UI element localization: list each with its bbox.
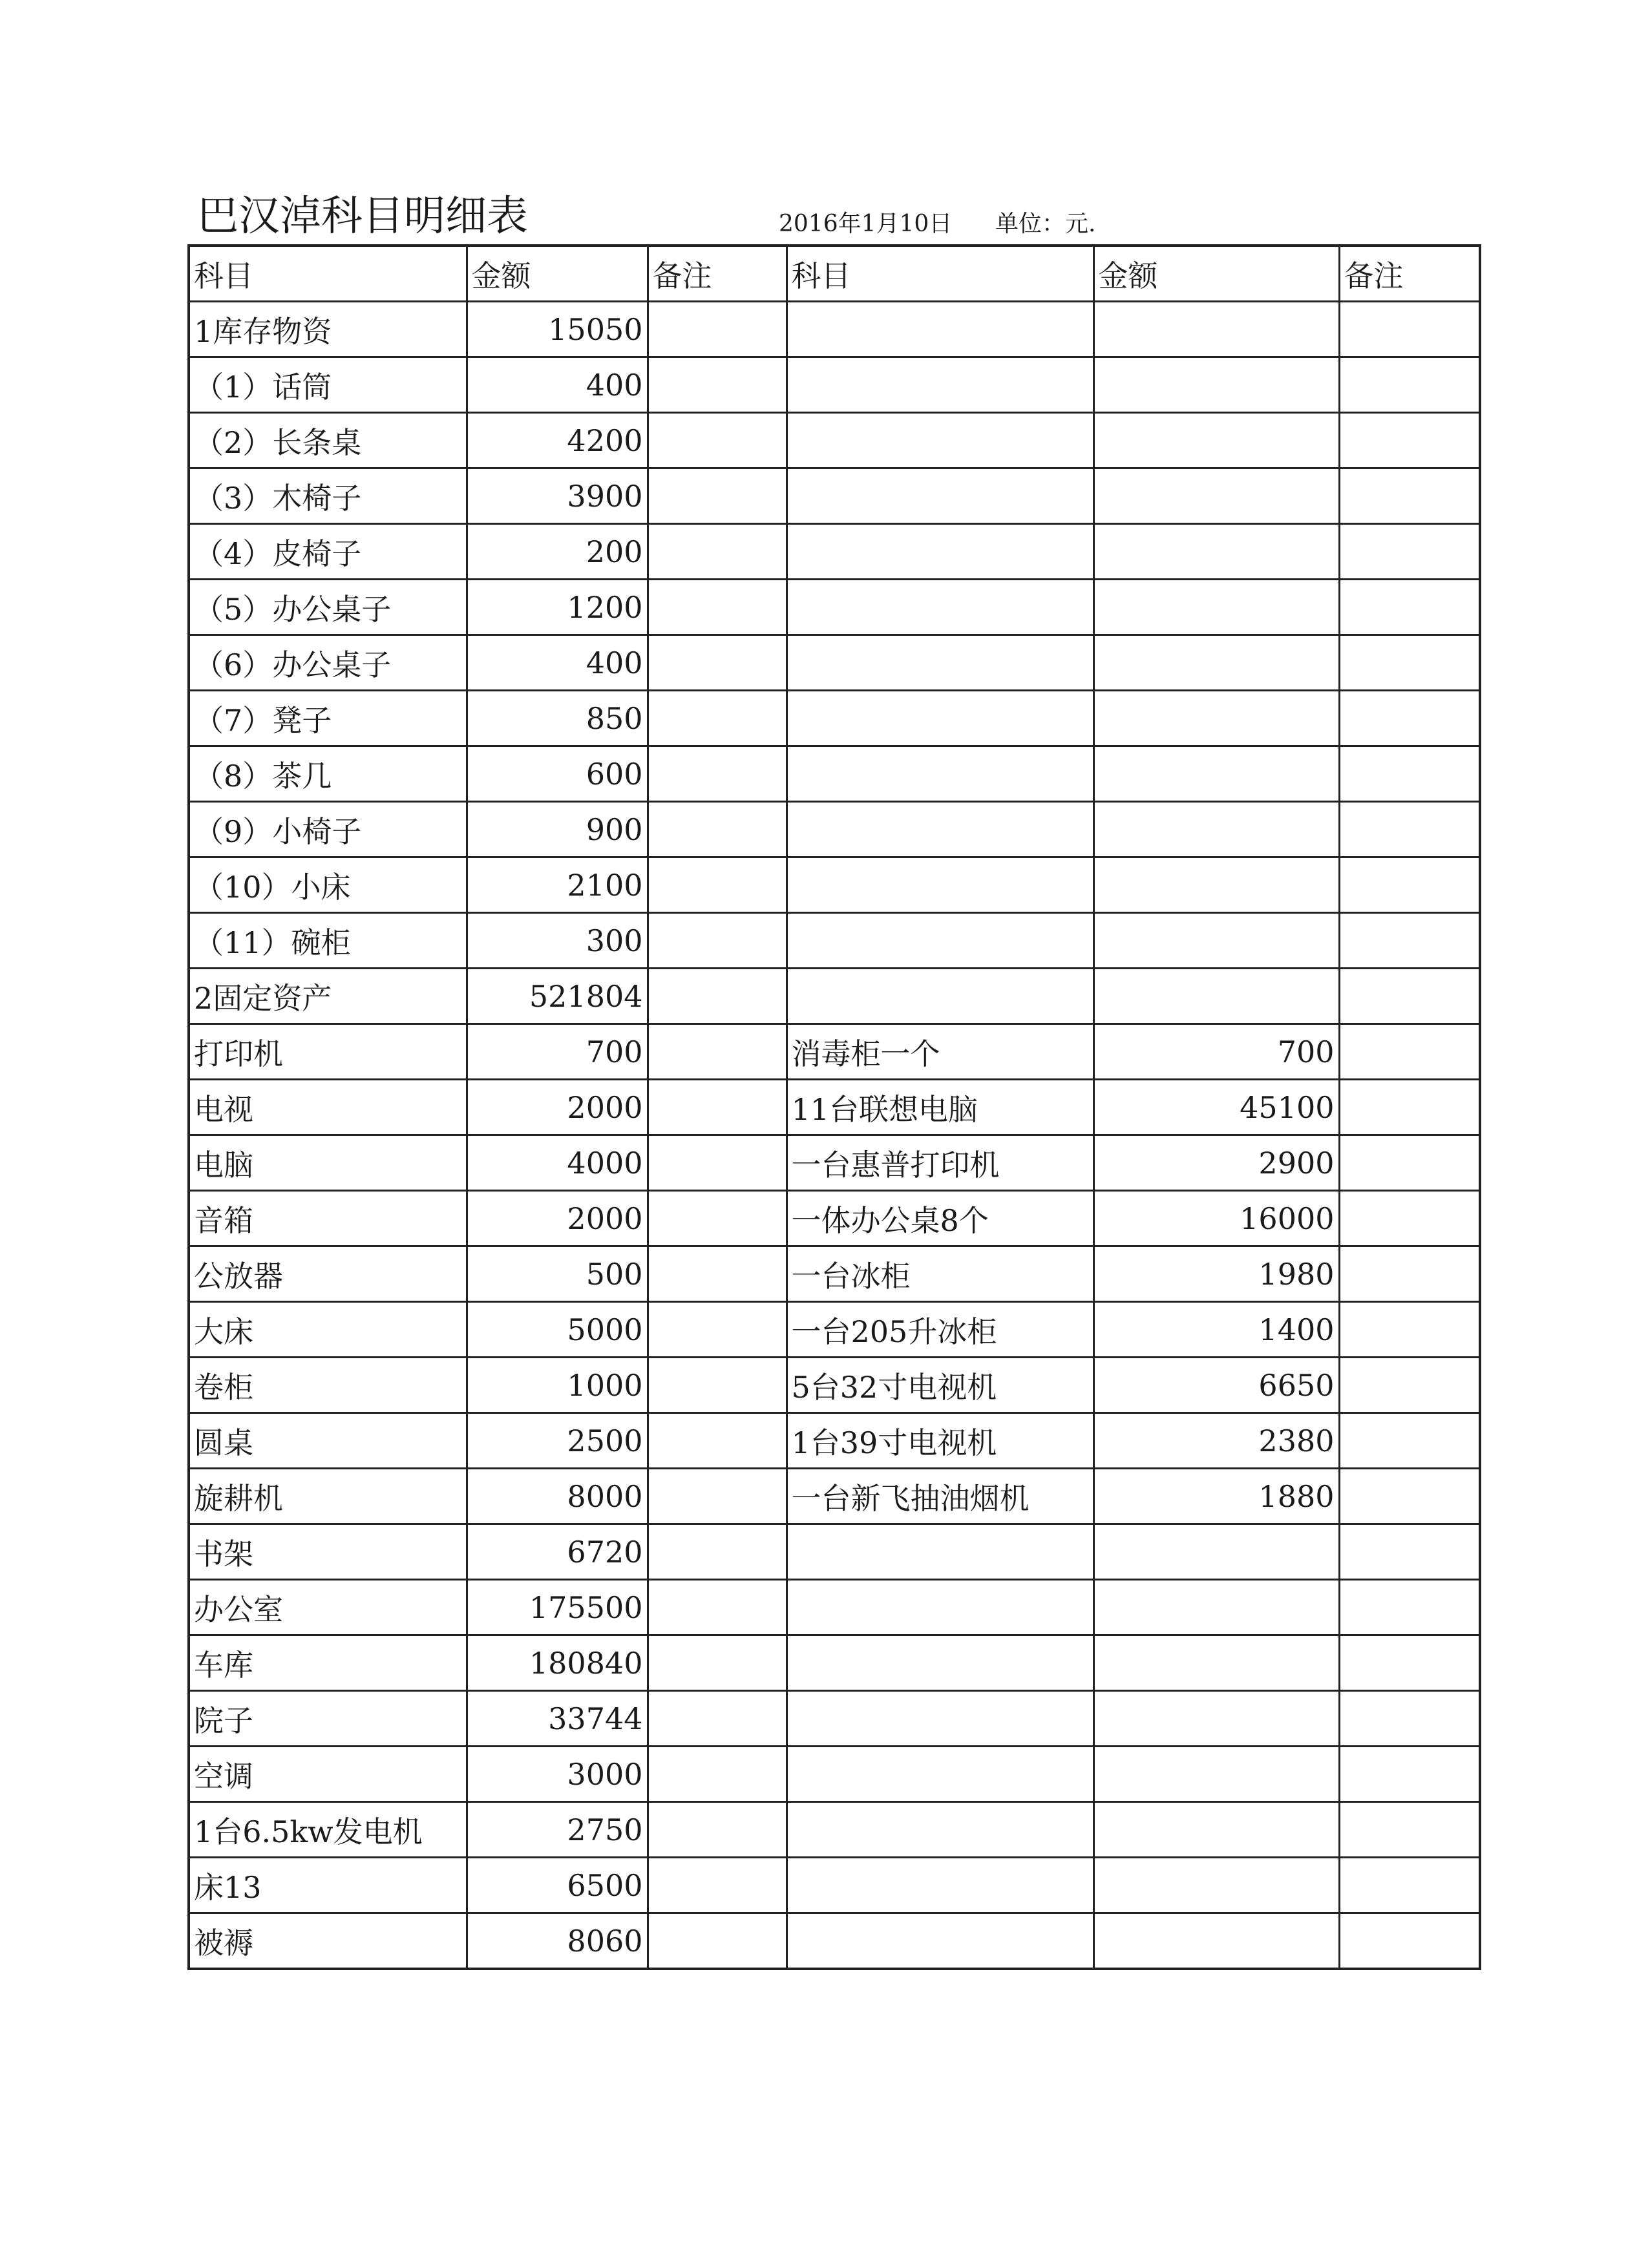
right-amount-cell <box>1093 1524 1339 1580</box>
right-remark-cell <box>1339 802 1480 857</box>
left-subject-cell: 电脑 <box>189 1135 467 1191</box>
right-subject-cell <box>787 468 1093 524</box>
left-amount-cell: 850 <box>467 691 648 746</box>
header-left-remark: 备注 <box>648 246 787 302</box>
left-amount-cell: 2500 <box>467 1413 648 1469</box>
right-remark-cell <box>1339 1469 1480 1524</box>
right-remark-cell <box>1339 468 1480 524</box>
left-subject-cell: 院子 <box>189 1691 467 1747</box>
right-subject-cell <box>787 524 1093 580</box>
right-amount-cell <box>1093 1913 1339 1969</box>
right-subject-cell <box>787 635 1093 691</box>
right-amount-cell <box>1093 580 1339 635</box>
left-amount-cell: 400 <box>467 635 648 691</box>
left-amount-cell: 2750 <box>467 1802 648 1858</box>
ledger-table <box>187 244 1481 1970</box>
right-amount-cell: 1880 <box>1093 1469 1339 1524</box>
header-row <box>189 246 1480 302</box>
right-remark-cell <box>1339 413 1480 468</box>
right-subject-cell <box>787 1858 1093 1913</box>
right-subject-cell <box>787 357 1093 413</box>
left-remark-cell <box>648 635 787 691</box>
table-row <box>189 1413 1480 1469</box>
right-subject-cell <box>787 1691 1093 1747</box>
left-remark-cell <box>648 1246 787 1302</box>
left-remark-cell <box>648 913 787 969</box>
left-remark-cell <box>648 802 787 857</box>
left-remark-cell <box>648 857 787 913</box>
left-amount-cell: 400 <box>467 357 648 413</box>
header-left-amount: 金额 <box>467 246 648 302</box>
right-amount-cell <box>1093 302 1339 357</box>
left-amount-cell: 600 <box>467 746 648 802</box>
right-remark-cell <box>1339 1413 1480 1469</box>
table-row <box>189 1524 1480 1580</box>
table-row <box>189 1858 1480 1913</box>
left-amount-cell: 3900 <box>467 468 648 524</box>
left-subject-cell: （7）凳子 <box>189 691 467 746</box>
right-amount-cell: 6650 <box>1093 1358 1339 1413</box>
right-subject-cell <box>787 969 1093 1024</box>
left-amount-cell: 700 <box>467 1024 648 1080</box>
table-row <box>189 913 1480 969</box>
right-remark-cell <box>1339 635 1480 691</box>
header-left-subject: 科目 <box>189 246 467 302</box>
right-amount-cell <box>1093 1635 1339 1691</box>
right-remark-cell <box>1339 746 1480 802</box>
left-subject-cell: 公放器 <box>189 1246 467 1302</box>
left-subject-cell: （2）长条桌 <box>189 413 467 468</box>
left-subject-cell: 大床 <box>189 1302 467 1358</box>
left-remark-cell <box>648 524 787 580</box>
left-subject-cell: （8）茶几 <box>189 746 467 802</box>
left-amount-cell: 1000 <box>467 1358 648 1413</box>
header-right-amount: 金额 <box>1093 246 1339 302</box>
table-row <box>189 1191 1480 1246</box>
left-amount-cell: 2000 <box>467 1080 648 1135</box>
right-remark-cell <box>1339 302 1480 357</box>
right-subject-cell: 5台32寸电视机 <box>787 1358 1093 1413</box>
left-remark-cell <box>648 1469 787 1524</box>
left-amount-cell: 4000 <box>467 1135 648 1191</box>
right-remark-cell <box>1339 1635 1480 1691</box>
header-right-subject: 科目 <box>787 246 1093 302</box>
right-remark-cell <box>1339 1024 1480 1080</box>
right-amount-cell: 2380 <box>1093 1413 1339 1469</box>
left-amount-cell: 500 <box>467 1246 648 1302</box>
left-remark-cell <box>648 1858 787 1913</box>
right-remark-cell <box>1339 913 1480 969</box>
right-amount-cell: 1400 <box>1093 1302 1339 1358</box>
table-row <box>189 691 1480 746</box>
left-subject-cell: （3）木椅子 <box>189 468 467 524</box>
right-remark-cell <box>1339 1302 1480 1358</box>
table-row <box>189 1246 1480 1302</box>
right-subject-cell <box>787 913 1093 969</box>
right-subject-cell <box>787 1524 1093 1580</box>
left-amount-cell: 6500 <box>467 1858 648 1913</box>
left-subject-cell: （9）小椅子 <box>189 802 467 857</box>
right-remark-cell <box>1339 691 1480 746</box>
right-amount-cell <box>1093 857 1339 913</box>
right-remark-cell <box>1339 1191 1480 1246</box>
header-right-remark: 备注 <box>1339 246 1480 302</box>
left-subject-cell: 1台6.5kw发电机 <box>189 1802 467 1858</box>
left-amount-cell: 180840 <box>467 1635 648 1691</box>
left-remark-cell <box>648 1358 787 1413</box>
left-remark-cell <box>648 1024 787 1080</box>
right-remark-cell <box>1339 1913 1480 1969</box>
right-remark-cell <box>1339 1358 1480 1413</box>
left-amount-cell: 4200 <box>467 413 648 468</box>
left-subject-cell: 空调 <box>189 1747 467 1802</box>
left-remark-cell <box>648 1635 787 1691</box>
right-amount-cell <box>1093 1580 1339 1635</box>
left-remark-cell <box>648 691 787 746</box>
left-subject-cell: （4）皮椅子 <box>189 524 467 580</box>
left-remark-cell <box>648 1913 787 1969</box>
left-subject-cell: 办公室 <box>189 1580 467 1635</box>
table-row <box>189 413 1480 468</box>
left-amount-cell: 8060 <box>467 1913 648 1969</box>
right-amount-cell <box>1093 802 1339 857</box>
left-amount-cell: 200 <box>467 524 648 580</box>
ledger-body <box>189 302 1480 1969</box>
right-subject-cell: 一台惠普打印机 <box>787 1135 1093 1191</box>
left-remark-cell <box>648 413 787 468</box>
table-row <box>189 1135 1480 1191</box>
table-row <box>189 468 1480 524</box>
right-subject-cell: 一台冰柜 <box>787 1246 1093 1302</box>
left-amount-cell: 3000 <box>467 1747 648 1802</box>
left-subject-cell: 卷柜 <box>189 1358 467 1413</box>
left-subject-cell: 2固定资产 <box>189 969 467 1024</box>
table-row <box>189 1302 1480 1358</box>
left-remark-cell <box>648 1691 787 1747</box>
left-amount-cell: 175500 <box>467 1580 648 1635</box>
left-subject-cell: 床13 <box>189 1858 467 1913</box>
document-date: 2016年1月10日 <box>779 211 953 237</box>
document-title: 巴汉淖科目明细表 <box>197 193 528 240</box>
left-remark-cell <box>648 1580 787 1635</box>
left-remark-cell <box>648 1080 787 1135</box>
right-remark-cell <box>1339 357 1480 413</box>
right-subject-cell: 11台联想电脑 <box>787 1080 1093 1135</box>
right-subject-cell <box>787 691 1093 746</box>
left-subject-cell: 被褥 <box>189 1913 467 1969</box>
right-amount-cell <box>1093 1747 1339 1802</box>
right-amount-cell <box>1093 1802 1339 1858</box>
left-remark-cell <box>648 357 787 413</box>
left-remark-cell <box>648 1413 787 1469</box>
left-amount-cell: 2000 <box>467 1191 648 1246</box>
table-row <box>189 1580 1480 1635</box>
right-remark-cell <box>1339 969 1480 1024</box>
table-row <box>189 746 1480 802</box>
right-amount-cell <box>1093 357 1339 413</box>
left-subject-cell: 电视 <box>189 1080 467 1135</box>
right-amount-cell: 1980 <box>1093 1246 1339 1302</box>
left-amount-cell: 33744 <box>467 1691 648 1747</box>
right-remark-cell <box>1339 1858 1480 1913</box>
right-remark-cell <box>1339 1691 1480 1747</box>
table-row <box>189 302 1480 357</box>
left-remark-cell <box>648 580 787 635</box>
right-remark-cell <box>1339 1580 1480 1635</box>
right-amount-cell <box>1093 1858 1339 1913</box>
right-subject-cell: 1台39寸电视机 <box>787 1413 1093 1469</box>
left-remark-cell <box>648 1524 787 1580</box>
table-row <box>189 1802 1480 1858</box>
left-subject-cell: 旋耕机 <box>189 1469 467 1524</box>
right-subject-cell <box>787 802 1093 857</box>
right-subject-cell <box>787 1802 1093 1858</box>
right-amount-cell: 2900 <box>1093 1135 1339 1191</box>
right-subject-cell <box>787 1913 1093 1969</box>
right-remark-cell <box>1339 1135 1480 1191</box>
table-row <box>189 1024 1480 1080</box>
right-amount-cell: 700 <box>1093 1024 1339 1080</box>
left-subject-cell: 车库 <box>189 1635 467 1691</box>
right-subject-cell: 一台新飞抽油烟机 <box>787 1469 1093 1524</box>
table-row <box>189 1747 1480 1802</box>
left-remark-cell <box>648 302 787 357</box>
left-remark-cell <box>648 969 787 1024</box>
table-row <box>189 357 1480 413</box>
table-row <box>189 580 1480 635</box>
left-subject-cell: 打印机 <box>189 1024 467 1080</box>
table-row <box>189 1691 1480 1747</box>
left-remark-cell <box>648 1747 787 1802</box>
left-subject-cell: （10）小床 <box>189 857 467 913</box>
right-remark-cell <box>1339 580 1480 635</box>
table-row <box>189 524 1480 580</box>
left-amount-cell: 2100 <box>467 857 648 913</box>
right-subject-cell <box>787 1580 1093 1635</box>
right-amount-cell: 16000 <box>1093 1191 1339 1246</box>
right-subject-cell <box>787 1747 1093 1802</box>
left-amount-cell: 1200 <box>467 580 648 635</box>
left-remark-cell <box>648 746 787 802</box>
right-remark-cell <box>1339 1747 1480 1802</box>
left-subject-cell: （5）办公桌子 <box>189 580 467 635</box>
right-subject-cell <box>787 302 1093 357</box>
currency-unit: 单位：元. <box>995 211 1096 237</box>
right-amount-cell <box>1093 691 1339 746</box>
table-row <box>189 802 1480 857</box>
left-remark-cell <box>648 1135 787 1191</box>
right-amount-cell <box>1093 1691 1339 1747</box>
left-remark-cell <box>648 1191 787 1246</box>
right-subject-cell <box>787 857 1093 913</box>
left-subject-cell: （11）碗柜 <box>189 913 467 969</box>
right-remark-cell <box>1339 1080 1480 1135</box>
table-row <box>189 635 1480 691</box>
right-remark-cell <box>1339 524 1480 580</box>
table-row <box>189 1635 1480 1691</box>
right-subject-cell <box>787 1635 1093 1691</box>
table-row <box>189 1469 1480 1524</box>
right-remark-cell <box>1339 857 1480 913</box>
right-remark-cell <box>1339 1802 1480 1858</box>
left-amount-cell: 300 <box>467 913 648 969</box>
right-amount-cell: 45100 <box>1093 1080 1339 1135</box>
table-row <box>189 1913 1480 1969</box>
left-amount-cell: 5000 <box>467 1302 648 1358</box>
left-subject-cell: 音箱 <box>189 1191 467 1246</box>
table-row <box>189 969 1480 1024</box>
right-subject-cell <box>787 413 1093 468</box>
left-remark-cell <box>648 468 787 524</box>
left-subject-cell: 1库存物资 <box>189 302 467 357</box>
right-amount-cell <box>1093 524 1339 580</box>
left-subject-cell: （1）话筒 <box>189 357 467 413</box>
right-amount-cell <box>1093 746 1339 802</box>
left-amount-cell: 900 <box>467 802 648 857</box>
table-row <box>189 857 1480 913</box>
right-amount-cell <box>1093 413 1339 468</box>
right-subject-cell <box>787 746 1093 802</box>
left-remark-cell <box>648 1302 787 1358</box>
right-amount-cell <box>1093 468 1339 524</box>
right-subject-cell: 消毒柜一个 <box>787 1024 1093 1080</box>
left-amount-cell: 6720 <box>467 1524 648 1580</box>
left-remark-cell <box>648 1802 787 1858</box>
left-subject-cell: 圆桌 <box>189 1413 467 1469</box>
right-remark-cell <box>1339 1524 1480 1580</box>
right-subject-cell: 一台205升冰柜 <box>787 1302 1093 1358</box>
left-amount-cell: 8000 <box>467 1469 648 1524</box>
table-row <box>189 1358 1480 1413</box>
left-amount-cell: 15050 <box>467 302 648 357</box>
right-remark-cell <box>1339 1246 1480 1302</box>
right-subject-cell <box>787 580 1093 635</box>
right-subject-cell: 一体办公桌8个 <box>787 1191 1093 1246</box>
right-amount-cell <box>1093 635 1339 691</box>
left-subject-cell: （6）办公桌子 <box>189 635 467 691</box>
left-amount-cell: 521804 <box>467 969 648 1024</box>
right-amount-cell <box>1093 913 1339 969</box>
right-amount-cell <box>1093 969 1339 1024</box>
table-row <box>189 1080 1480 1135</box>
left-subject-cell: 书架 <box>189 1524 467 1580</box>
